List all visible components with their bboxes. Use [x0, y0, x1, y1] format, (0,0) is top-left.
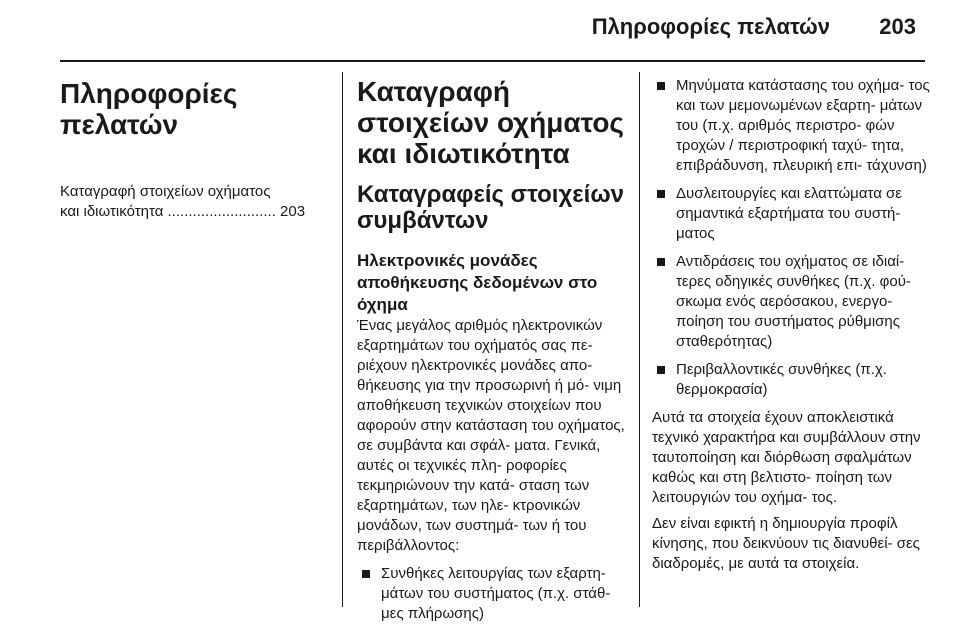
column-divider-2	[639, 72, 640, 607]
list-item-text: Συνθήκες λειτουργίας των εξαρτη- μάτων του συστήματος (π.χ. στάθ- μες πλήρωσης)	[381, 565, 611, 622]
subsection-heading: Καταγραφείς στοιχείων συμβάντων	[357, 181, 624, 234]
list-item-text: Αντιδράσεις του οχήματος σε ιδιαί- τερες οδηγικές συνθήκες (π.χ. φού- σκωμα ενός αερόσακου, ενεργο- ποίηση του συστήματος ρύθμισης σταθερότητας)	[676, 253, 911, 350]
list-item	[652, 184, 937, 244]
chapter-heading: Πληροφορίες πελατών	[60, 78, 238, 140]
bullet-square-icon	[657, 258, 665, 266]
toc-entry-line1: Καταγραφή στοιχείων οχήματος	[60, 183, 271, 200]
bullet-square-icon	[657, 82, 665, 90]
bullet-square-icon	[657, 366, 665, 374]
column-2	[357, 72, 629, 632]
column-1	[60, 72, 330, 222]
column-divider-1	[342, 72, 343, 607]
bullet-list	[357, 564, 629, 624]
running-header-title: Πληροφορίες πελατών	[591, 14, 830, 39]
page-number: 203	[879, 14, 916, 39]
bullet-list	[652, 76, 937, 400]
toc-entry[interactable]	[60, 182, 330, 222]
column-3	[652, 72, 937, 574]
list-item	[357, 564, 629, 624]
body-paragraph: Αυτά τα στοιχεία έχουν αποκλειστικά τεχνικό χαρακτήρα και συμβάλλουν στην ταυτοποίηση και διόρθωση σφαλμάτων καθώς και στη βελτιστο- ποίηση των λειτουργιών του οχήμα- τος.	[652, 409, 921, 506]
body-paragraph: Δεν είναι εφικτή η δημιουργία προφίλ κίνησης, που δεικνύουν τις διανυθεί- σες διαδρομές, με αυτά τα στοιχεία.	[652, 515, 920, 572]
list-item-text: Περιβαλλοντικές συνθήκες (π.χ. θερμοκρασία)	[676, 361, 887, 398]
header-rule	[60, 60, 925, 62]
body-paragraph: Ένας μεγάλος αριθμός ηλεκτρονικών εξαρτημάτων του οχήματός σας πε- ριέχουν ηλεκτρονικές μονάδες απο- θήκευσης για την προσωρινή ή μό- νιμη αποθήκευση τεχνικών στοιχείων που αφορούν στην κατάσταση του οχήματος, σε συμβάντα και σφάλ- ματα. Γενικά, αυτές οι τεχνικές πλη- ροφορίες τεκμηριώνουν την κατά- σταση των εξαρτημάτων, των ηλε- κτρονικών μονάδων, των συστημά- των ή του περιβάλλοντος:	[357, 317, 625, 554]
list-item	[652, 252, 937, 352]
bullet-square-icon	[362, 570, 370, 578]
toc-entry-line2: και ιδιωτικότητα .......................... 203	[60, 203, 306, 220]
list-item-text: Μηνύματα κατάστασης του οχήμα- τος και των μεμονωμένων εξαρτη- μάτων του (π.χ. αριθμός περιστρο- φών τροχών / περιστροφική ταχύ- τητα, επιβράδυνση, πλευρική επι- τάχυνση)	[676, 77, 930, 174]
list-item	[652, 360, 937, 400]
section-heading: Καταγραφή στοιχείων οχήματος και ιδιωτικότητα	[357, 76, 624, 169]
list-item-text: Δυσλειτουργίες και ελαττώματα σε σημαντικά εξαρτήματα του συστή- ματος	[676, 185, 902, 242]
bullet-square-icon	[657, 190, 665, 198]
subsubsection-heading: Ηλεκτρονικές μονάδες αποθήκευσης δεδομένων στο όχημα	[357, 251, 598, 314]
list-item	[652, 76, 937, 176]
